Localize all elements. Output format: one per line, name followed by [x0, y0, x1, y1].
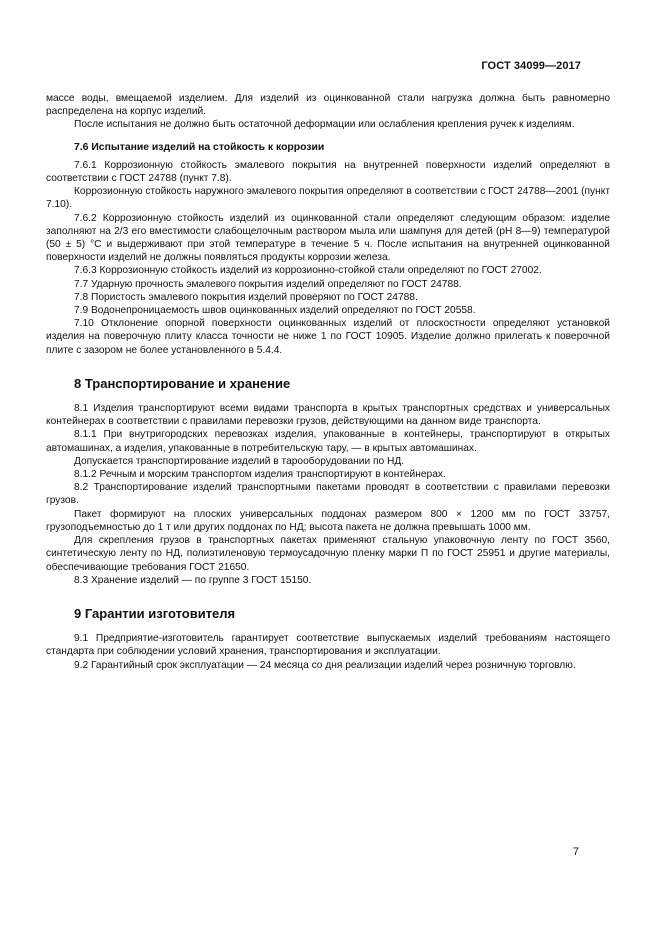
paragraph: 8.1 Изделия транспортируют всеми видами транспорта в крытых транспортных средствах и универсальных контейнерах в соответствии с правилами перевозки грузов, действующими на данном виде транспорта.: [46, 403, 610, 428]
paragraph: 7.9 Водонепроницаемость швов оцинкованных изделий определяют по ГОСТ 20558.: [74, 305, 476, 317]
section-heading-8: 8 Транспортирование и хранение: [74, 375, 291, 391]
paragraph: 8.3 Хранение изделий — по группе 3 ГОСТ 15150.: [74, 574, 312, 586]
paragraph: 7.6.1 Коррозионную стойкость эмалевого покрытия на внутренней поверхности изделий определяют в соответствии с ГОСТ 24788 (пункт 7.8).: [46, 159, 610, 185]
paragraph: 7.6.3 Коррозионную стойкость изделий из коррозионно-стойкой стали определяют по ГОСТ 27002.: [74, 265, 542, 277]
paragraph: 8.1.1 При внутригородских перевозках изделия, упакованные в контейнеры, транспортируют в открытых автомашинах, а изделия, упакованные в потребительскую тару, — в крытых автомашинах.: [46, 429, 610, 454]
page-number: 7: [572, 846, 579, 858]
section-heading-7-6: 7.6 Испытание изделий на стойкость к коррозии: [74, 141, 325, 153]
paragraph: 9.1 Предприятие-изготовитель гарантирует соответствие выпускаемых изделий требованиям настоящего стандарта при соблюдении условий хранения, транспортирования и эксплуатации.: [46, 633, 610, 658]
paragraph: 9.2 Гарантийный срок эксплуатации — 24 месяца со дня реализации изделий через розничную торговлю.: [74, 659, 576, 671]
paragraph: Для скрепления грузов в транспортных пакетах применяют стальную упаковочную ленту по ГОСТ 3560, синтетическую ленту по НД, полиэтиленовую термоусадочную пленку марки П по ГОСТ 25951 и другие материалы, обеспечивающие требования ГОСТ 21650.: [46, 535, 610, 573]
paragraph: Допускается транспортирование изделий в тарооборудовании по НД.: [74, 455, 405, 467]
paragraph: 7.6.2 Коррозионную стойкость изделий из оцинкованной стали определяют следующим образом: изделие заполняют на 2/3 его вместимости слабощелочным раствором мыла или шампуня для детей (pH 8—9) температурой (50 ± 5) °С и выдерживают при этой температуре в течение 5 ч. После испытания на внутренней оцинкованной поверхности изделий не должны появляться продукты коррозии железа.: [46, 212, 610, 264]
paragraph: 7.8 Пористость эмалевого покрытия изделий проверяют по ГОСТ 24788.: [74, 291, 418, 303]
paragraph: 8.1.2 Речным и морским транспортом изделия транспортируют в контейнерах.: [74, 469, 446, 481]
document-body: [46, 92, 610, 672]
paragraph: 8.2 Транспортирование изделий транспортными пакетами проводят в соответствии с правилами перевозки грузов.: [46, 482, 610, 507]
paragraph: После испытания не должно быть остаточной деформации или ослабления крепления ручек к изделиям.: [74, 119, 575, 131]
paragraph: массе воды, вмещаемой изделием. Для изделий из оцинкованной стали нагрузка должна быть равномерно распределена на корпус изделий.: [46, 93, 610, 118]
paragraph: 7.10 Отклонение опорной поверхности оцинкованных изделий от плоскостности определяют установкой изделия на поверочную плиту класса точности не ниже 1 по ГОСТ 10905. Изделие должно прилегать к поверочной плите с зазором не более установленного в 5.4.4.: [46, 318, 610, 356]
document-id-header: ГОСТ 34099—2017: [481, 60, 581, 72]
section-heading-9: 9 Гарантии изготовителя: [74, 605, 236, 621]
paragraph: 7.7 Ударную прочность эмалевого покрытия изделий определяют по ГОСТ 24788.: [74, 278, 462, 290]
paragraph: Пакет формируют на плоских универсальных поддонах размером 800 × 1200 мм по ГОСТ 33757, грузоподъемностью до 1 т или других поддонах по НД; высота пакета не должна превышать 1000 мм.: [46, 508, 610, 533]
paragraph: Коррозионную стойкость наружного эмалевого покрытия определяют в соответствии с ГОСТ 24788—2001 (пункт 7.10).: [46, 186, 610, 211]
